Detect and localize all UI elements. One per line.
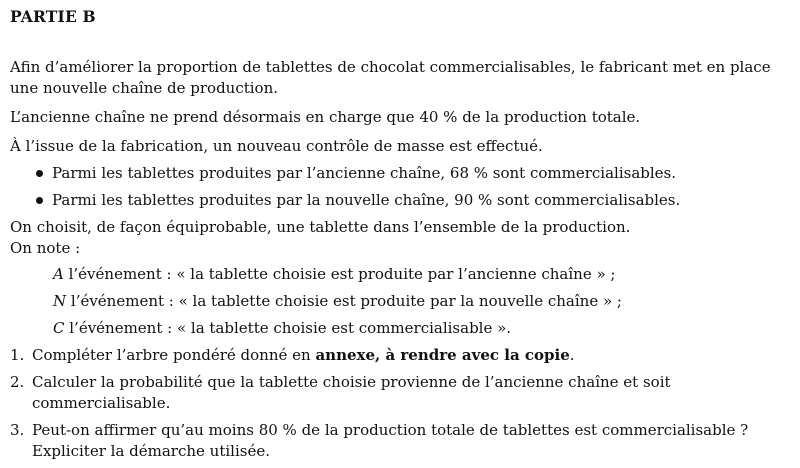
- event-item: [53, 318, 798, 339]
- question-text: Compléter l’arbre pondéré donné en: [32, 346, 316, 364]
- control-line: À l’issue de la fabrication, un nouveau contrôle de masse est effectué.: [10, 137, 543, 155]
- question-emphasis: annexe, à rendre avec la copie: [315, 346, 570, 364]
- question-number: 1.: [10, 346, 25, 364]
- bullet-item: [34, 190, 798, 211]
- question-number: 2.: [10, 373, 25, 391]
- bullet-text: Parmi les tablettes produites par la nouvelle chaîne, 90 % sont commercialisables.: [52, 191, 681, 209]
- intro-paragraph: Afin d’améliorer la proportion de tablettes de chocolat commercialisables, le fabricant met en place une nouvelle chaîne de production.: [10, 58, 771, 97]
- question-text: Peut-on affirmer qu’au moins 80 % de la production totale de tablettes est commercialisable ? Expliciter la démarche utilisée.: [32, 421, 749, 460]
- question-text: Calculer la probabilité que la tablette choisie provienne de l’ancienne chaîne et soit commercialisable.: [32, 373, 671, 412]
- event-list: [10, 264, 798, 339]
- choice-line: On choisit, de façon équiprobable, une tablette dans l’ensemble de la production.: [10, 218, 631, 236]
- note-line: On note :: [10, 239, 81, 257]
- question-text-end: .: [569, 346, 575, 364]
- event-item: [53, 264, 798, 285]
- old-chain-line: L’ancienne chaîne ne prend désormais en charge que 40 % de la production totale.: [10, 108, 641, 126]
- bullet-item: [34, 163, 798, 184]
- bullet-icon: [36, 197, 43, 204]
- section-title: PARTIE B: [10, 7, 96, 26]
- question-list: [10, 345, 798, 462]
- question-number: 3.: [10, 421, 25, 439]
- event-text: l’événement : « la tablette choisie est commercialisable ».: [64, 319, 512, 337]
- event-text: l’événement : « la tablette choisie est produite par l’ancienne chaîne » ;: [63, 265, 616, 283]
- bullet-list: [10, 163, 798, 211]
- bullet-icon: [36, 170, 43, 177]
- bullet-text: Parmi les tablettes produites par l’ancienne chaîne, 68 % sont commercialisables.: [52, 164, 677, 182]
- event-item: [53, 291, 798, 312]
- exercise-page: [10, 6, 798, 468]
- question-item: [10, 372, 798, 414]
- event-letter: A: [53, 265, 64, 283]
- event-letter: C: [53, 319, 65, 337]
- event-letter: N: [53, 292, 67, 310]
- question-item: [10, 420, 798, 462]
- question-item: [10, 345, 798, 366]
- event-text: l’événement : « la tablette choisie est produite par la nouvelle chaîne » ;: [66, 292, 622, 310]
